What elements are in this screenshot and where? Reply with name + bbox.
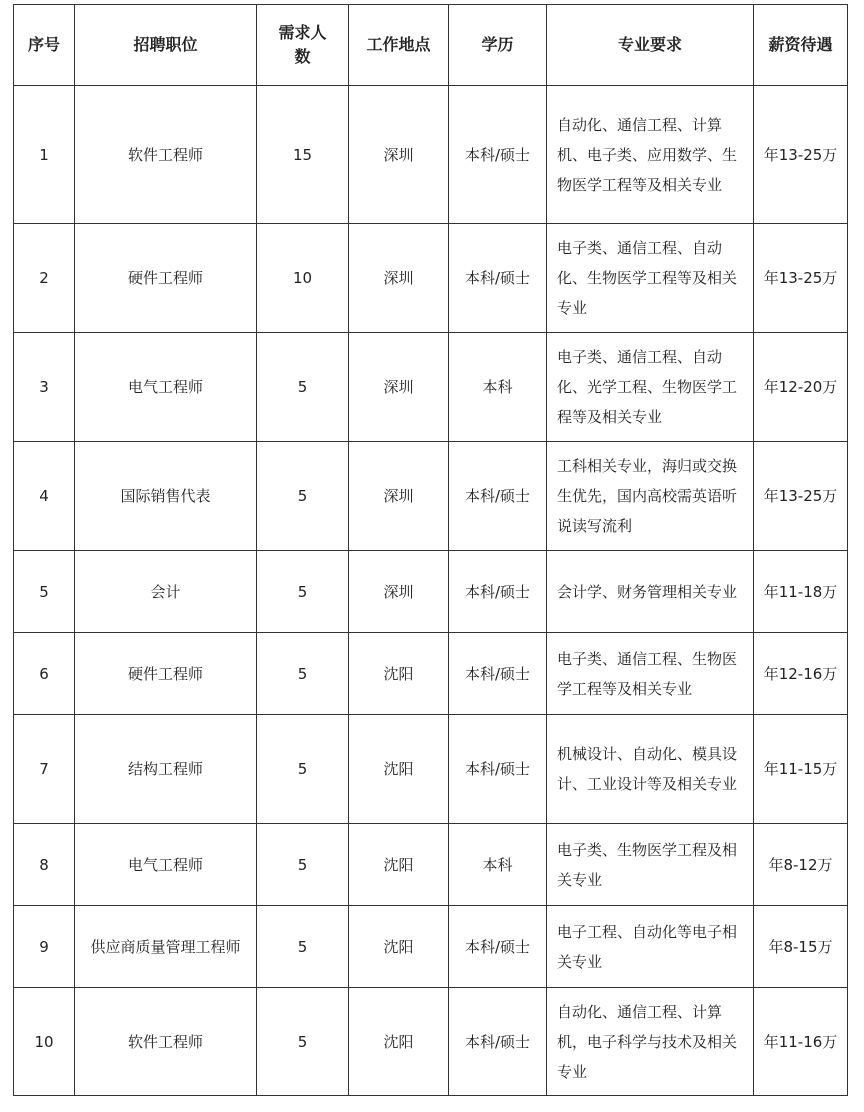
cell-count: 5 [257, 824, 349, 906]
cell-no: 1 [14, 86, 75, 224]
cell-count: 5 [257, 988, 349, 1096]
cell-count: 5 [257, 551, 349, 633]
cell-location: 沈阳 [349, 988, 449, 1096]
cell-major: 电子工程、自动化等电子相关专业 [547, 906, 754, 988]
cell-location: 沈阳 [349, 633, 449, 715]
table-row [14, 633, 848, 715]
cell-education: 本科/硕士 [449, 988, 547, 1096]
cell-no: 3 [14, 333, 75, 442]
cell-position: 硬件工程师 [75, 224, 257, 333]
cell-count: 5 [257, 442, 349, 551]
table-row [14, 224, 848, 333]
table-row [14, 824, 848, 906]
cell-salary: 年12-20万 [754, 333, 848, 442]
cell-major: 机械设计、自动化、模具设计、工业设计等及相关专业 [547, 715, 754, 824]
cell-education: 本科/硕士 [449, 715, 547, 824]
header-education: 学历 [449, 5, 547, 86]
header-position: 招聘职位 [75, 5, 257, 86]
cell-salary: 年11-18万 [754, 551, 848, 633]
cell-position: 硬件工程师 [75, 633, 257, 715]
cell-position: 软件工程师 [75, 988, 257, 1096]
table-row [14, 333, 848, 442]
cell-location: 深圳 [349, 224, 449, 333]
cell-no: 5 [14, 551, 75, 633]
cell-position: 结构工程师 [75, 715, 257, 824]
cell-position: 供应商质量管理工程师 [75, 906, 257, 988]
cell-major: 工科相关专业，海归或交换生优先，国内高校需英语听说读写流利 [547, 442, 754, 551]
cell-location: 沈阳 [349, 715, 449, 824]
cell-position: 电气工程师 [75, 333, 257, 442]
cell-salary: 年13-25万 [754, 224, 848, 333]
cell-position: 软件工程师 [75, 86, 257, 224]
cell-major: 电子类、通信工程、自动化、生物医学工程等及相关专业 [547, 224, 754, 333]
cell-major: 自动化、通信工程、计算机、电子类、应用数学、生物医学工程等及相关专业 [547, 86, 754, 224]
cell-no: 4 [14, 442, 75, 551]
cell-education: 本科/硕士 [449, 906, 547, 988]
cell-position: 国际销售代表 [75, 442, 257, 551]
cell-education: 本科 [449, 824, 547, 906]
cell-location: 深圳 [349, 551, 449, 633]
cell-major: 会计学、财务管理相关专业 [547, 551, 754, 633]
cell-education: 本科 [449, 333, 547, 442]
cell-location: 深圳 [349, 333, 449, 442]
cell-no: 2 [14, 224, 75, 333]
cell-major: 自动化、通信工程、计算机，电子科学与技术及相关专业 [547, 988, 754, 1096]
cell-no: 10 [14, 988, 75, 1096]
cell-salary: 年8-15万 [754, 906, 848, 988]
cell-education: 本科/硕士 [449, 551, 547, 633]
cell-salary: 年8-12万 [754, 824, 848, 906]
cell-no: 7 [14, 715, 75, 824]
cell-salary: 年13-25万 [754, 86, 848, 224]
cell-salary: 年11-16万 [754, 988, 848, 1096]
cell-count: 5 [257, 715, 349, 824]
table-row [14, 86, 848, 224]
cell-education: 本科/硕士 [449, 442, 547, 551]
cell-education: 本科/硕士 [449, 224, 547, 333]
table-row [14, 906, 848, 988]
cell-salary: 年12-16万 [754, 633, 848, 715]
cell-position: 电气工程师 [75, 824, 257, 906]
table-row [14, 715, 848, 824]
table-row [14, 988, 848, 1096]
cell-major: 电子类、生物医学工程及相关专业 [547, 824, 754, 906]
cell-major: 电子类、通信工程、自动化、光学工程、生物医学工程等及相关专业 [547, 333, 754, 442]
cell-position: 会计 [75, 551, 257, 633]
header-major: 专业要求 [547, 5, 754, 86]
cell-education: 本科/硕士 [449, 86, 547, 224]
table-row [14, 551, 848, 633]
cell-no: 8 [14, 824, 75, 906]
header-salary: 薪资待遇 [754, 5, 848, 86]
cell-salary: 年13-25万 [754, 442, 848, 551]
header-count: 需求人数 [257, 5, 349, 86]
cell-location: 深圳 [349, 442, 449, 551]
recruitment-table [13, 4, 848, 1096]
cell-count: 10 [257, 224, 349, 333]
table-row [14, 442, 848, 551]
cell-count: 5 [257, 633, 349, 715]
table-header-row [14, 5, 848, 86]
cell-count: 15 [257, 86, 349, 224]
cell-major: 电子类、通信工程、生物医学工程等及相关专业 [547, 633, 754, 715]
cell-no: 9 [14, 906, 75, 988]
cell-no: 6 [14, 633, 75, 715]
cell-location: 沈阳 [349, 906, 449, 988]
cell-location: 沈阳 [349, 824, 449, 906]
cell-salary: 年11-15万 [754, 715, 848, 824]
cell-education: 本科/硕士 [449, 633, 547, 715]
cell-count: 5 [257, 906, 349, 988]
header-no: 序号 [14, 5, 75, 86]
cell-count: 5 [257, 333, 349, 442]
header-location: 工作地点 [349, 5, 449, 86]
cell-location: 深圳 [349, 86, 449, 224]
